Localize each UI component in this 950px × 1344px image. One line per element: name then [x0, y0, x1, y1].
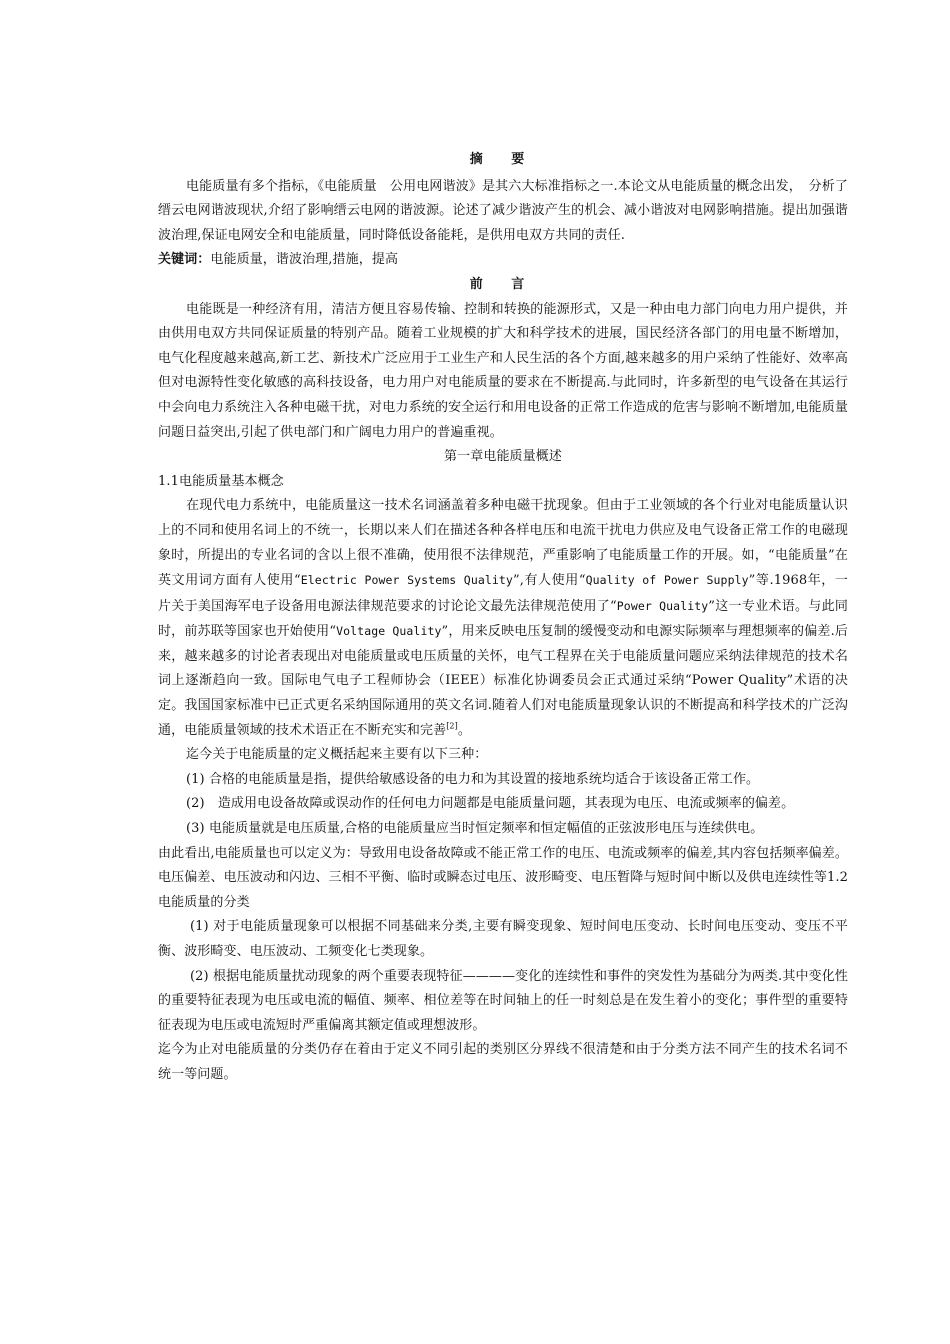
- keywords-line: [158, 248, 848, 273]
- text-run: ”,有人使用“: [512, 573, 586, 589]
- english-term: Quality of Power Supply: [585, 573, 749, 588]
- english-term: Electric Power Systems Quality: [300, 573, 513, 588]
- text-run: 由此看出,电能质量也可以定义为：导致用电设备故障或不能正常工作的电压、电流或频率的偏差,其内容包括频率偏差。电压偏差、电压波动和闪边、三相不平衡、临时或瞬态过电压、波形畸变、电压暂降与短时间中断以及供电连续性等: [158, 845, 848, 886]
- text-run: ”，用来反映电压复制的缓慢变动和电源实际频率与理想频率的偏差.后来，越来越多的讨论者表现出对电能质量或电压质量的关怀，电气工程界在关于电能质量问题应采纳法律规范的技术名词上逐渐趋向一致。国际电气电子工程师协会（IEEE）标准化协调委员会正式通过采纳“Power Quality”术语的决定。我国国家标准中已正式更名采纳国际通用的英文名词.随着人们对电能质量现象认识的不断提高和科学技术的广泛沟通，电能质量领域的技术术语正在不断充实和完善: [158, 624, 848, 738]
- document-body: [158, 148, 848, 1088]
- keywords-label: 关键词：: [158, 252, 211, 268]
- definition-summary: [158, 842, 848, 916]
- definition-1: (1) 合格的电能质量是指，提供给敏感设备的电力和为其设置的接地系统均适合于该设备正常工作。: [186, 771, 760, 787]
- english-term: Voltage Quality: [336, 624, 442, 639]
- paragraph-concept: [158, 494, 848, 743]
- text-run: ”等.1968年，一片关于美国海军电子设备用电源法律规范要求的讨论论文最先法律规范使用了“: [158, 573, 849, 614]
- text-run: ”这一专业术语。与此同时，前苏联等国家也开始使用“: [158, 598, 848, 640]
- classification-2: (2) 根据电能质量扰动现象的两个重要表现特征————变化的连续性和事件的突发性为基础分为两类.其中变化性的重要特征表现为电压或电流的幅值、频率、相位差等在时间轴上的任一时刻总是在发生着小的变化；事件型的重要特征表现为电压或电流短时严重偏离其额定值或理想波形。: [158, 968, 848, 1033]
- text-run: 。: [457, 722, 471, 738]
- chapter-title: 第一章电能质量概述: [444, 449, 562, 465]
- section-heading-1-1: 1.1电能质量基本概念: [158, 473, 284, 489]
- classification-1: (1) 对于电能质量现象可以根据不同基础来分类,主要有瞬变现象、短时间电压变动、长时间电压变动、变压不平衡、波形畸变、电压波动、工频变化七类现象。: [158, 919, 848, 959]
- definition-2: (2) 造成用电设备故障或误动作的任何电力问题都是电能质量问题，其表现为电压、电流或频率的偏差。: [186, 796, 795, 812]
- keywords-text: 电能质量，谐波治理,措施，提高: [210, 252, 399, 268]
- definitions-intro: 迄今关于电能质量的定义概括起来主要有以下三种：: [186, 747, 488, 763]
- english-term: Power Quality: [616, 598, 709, 613]
- text-run: 在现代电力系统中，电能质量这一技术名词涵盖着多种电磁干扰现象。但由于工业领域的各个行业对电能质量认识上的不同和使用名词上的不统一，长期以来人们在描述各种各样电压和电流干扰电力供应及电气设备正常工作的电磁现象时，所提出的专业名词的含以上很不准确，使用很不法律规范，严重影响了电能质量工作的开展。如，“电能质量”在英文用词方面有人使用“: [158, 498, 848, 589]
- definition-3: (3) 电能质量就是电压质量,合格的电能质量应当时恒定频率和恒定幅值的正弦波形电压与连续供电。: [186, 821, 764, 837]
- abstract-body: 电能质量有多个指标，《电能质量 公用电网谐波》是其六大标准指标之一.本论文从电能质量的概念出发， 分析了缙云电网谐波现状,介绍了影响缙云电网的谐波源。论述了减少谐波产生的机会、减小谐波对电网影响措施。提出加强谐波治理,保证电网安全和电能质量，同时降低设备能耗，是供用电双方共同的责任.: [158, 178, 848, 243]
- abstract-heading: 摘 要: [469, 152, 537, 167]
- section-heading-1-2: 1.2电能质量的分类: [158, 870, 848, 910]
- preface-body: 电能既是一种经济有用，清洁方便且容易传输、控制和转换的能源形式，又是一种由电力部门向电力用户提供，并由供用电双方共同保证质量的特别产品。随着工业规模的扩大和科学技术的进展，国民经济各部门的用电量不断增加，电气化程度越来越高,新工艺、新技术广泛应用于工业生产和人民生活的各个方面,越来越多的用户采纳了性能好、效率高但对电源特性变化敏感的高科技设备，电力用户对电能质量的要求在不断提高.与此同时，许多新型的电气设备在其运行中会向电力系统注入各种电磁干扰，对电力系统的安全运行和用电设备的正常工作造成的危害与影响不断增加,电能质量问题日益突出,引起了供电部门和广阔电力用户的普遍重视。: [158, 301, 848, 440]
- preface-heading: 前 言: [469, 276, 537, 292]
- citation-ref: [2]: [446, 721, 458, 731]
- classification-conclusion: 迄今为止对电能质量的分类仍存在着由于定义不同引起的类别区分界线不很清楚和由于分类方法不同产生的技术名词不统一等问题。: [158, 1042, 848, 1082]
